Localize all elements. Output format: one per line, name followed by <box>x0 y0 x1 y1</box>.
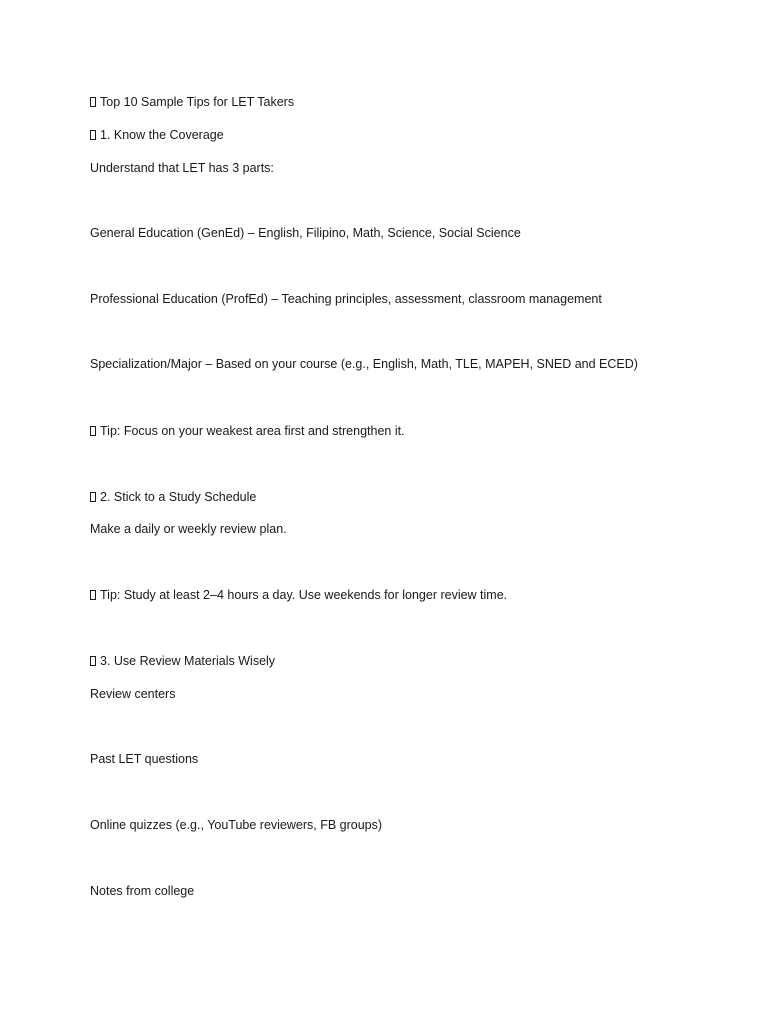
coverage-part-profed: Professional Education (ProfEd) – Teaching principles, assessment, classroom management <box>90 292 602 306</box>
section-1-tip: Tip: Focus on your weakest area first and strengthen it. <box>90 423 405 439</box>
missing-glyph-icon <box>90 656 96 666</box>
section-1-intro: Understand that LET has 3 parts: <box>90 161 274 175</box>
review-material-item: Review centers <box>90 687 176 701</box>
missing-glyph-icon <box>90 97 96 107</box>
missing-glyph-icon <box>90 492 96 502</box>
section-2-tip: Tip: Study at least 2–4 hours a day. Use weekends for longer review time. <box>90 587 507 603</box>
section-3-heading: 3. Use Review Materials Wisely <box>90 653 275 669</box>
coverage-part-gened: General Education (GenEd) – English, Filipino, Math, Science, Social Science <box>90 226 521 240</box>
coverage-part-specialization: Specialization/Major – Based on your course (e.g., English, Math, TLE, MAPEH, SNED and ECED) <box>90 357 638 371</box>
section-2-intro: Make a daily or weekly review plan. <box>90 522 287 536</box>
review-material-item: Past LET questions <box>90 752 199 766</box>
missing-glyph-icon <box>90 130 96 140</box>
missing-glyph-icon <box>90 590 96 600</box>
review-material-item: Notes from college <box>90 884 195 898</box>
review-material-item: Online quizzes (e.g., YouTube reviewers, FB groups) <box>90 818 383 832</box>
document-title: Top 10 Sample Tips for LET Takers <box>90 94 294 110</box>
section-2-heading: 2. Stick to a Study Schedule <box>90 489 256 505</box>
missing-glyph-icon <box>90 426 96 436</box>
section-1-heading: 1. Know the Coverage <box>90 127 224 143</box>
